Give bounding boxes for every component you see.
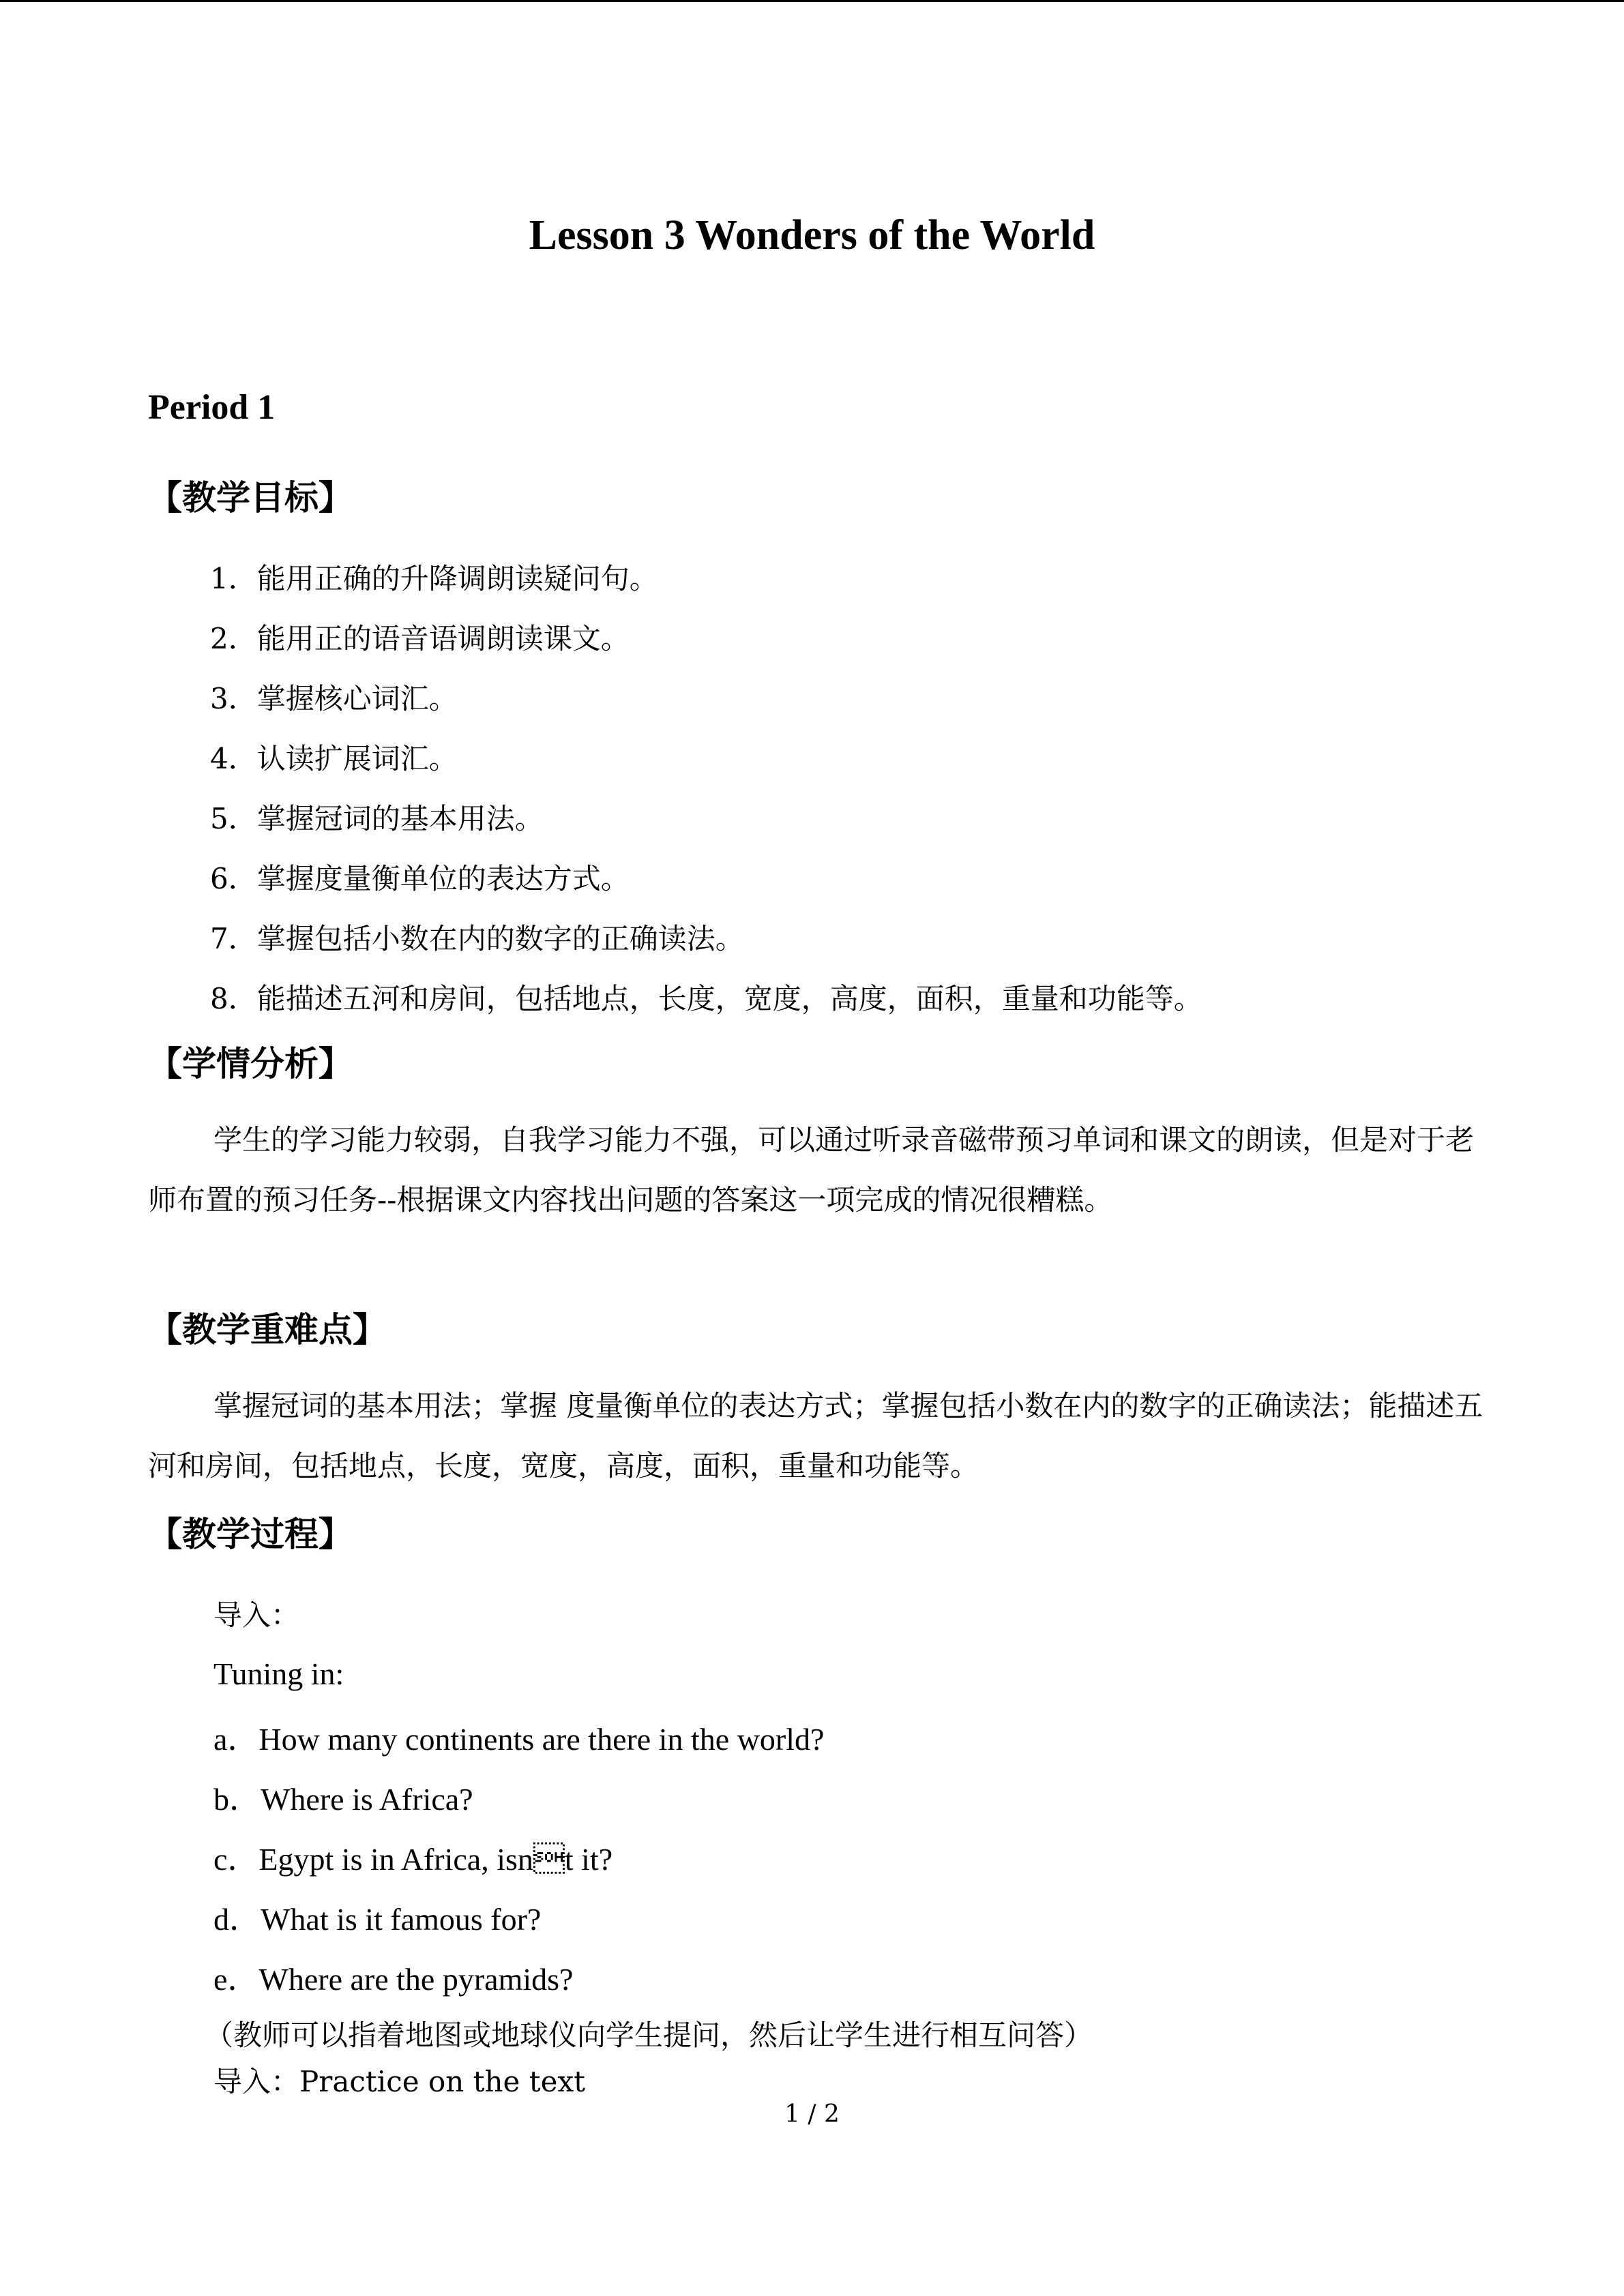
- analysis-paragraph: 学生的学习能力较弱，自我学习能力不强，可以通过听录音磁带预习单词和课文的朗读，但是对于老师布置的预习任务--根据课文内容找出问题的答案这一项完成的情况很糟糕。: [148, 1123, 1475, 1217]
- analysis-heading: 【学情分析】: [148, 1044, 353, 1084]
- teacher-note: （教师可以指着地图或地球仪向学生提问，然后让学生进行相互问答）: [205, 2018, 1093, 2052]
- top-border-line: [0, 0, 1624, 2]
- question-item: e．Where are the pyramids?: [213, 1962, 574, 1997]
- page-number: 1 / 2: [784, 2100, 840, 2128]
- question-item: c．Egypt is in Africa, isnt it?: [213, 1842, 613, 1877]
- process-heading: 【教学过程】: [148, 1515, 353, 1554]
- period-label: Period 1: [148, 388, 276, 427]
- lesson-title: Lesson 3 Wonders of the World: [529, 212, 1095, 258]
- objective-item: 3．掌握核心词汇。: [210, 682, 458, 715]
- objectives-heading: 【教学目标】: [148, 478, 353, 518]
- key-points-paragraph: 掌握冠词的基本用法；掌握 度量衡单位的表达方式；掌握包括小数在内的数字的正确读法；能描述五河和房间，包括地点，长度，宽度，高度，面积，重量和功能等。: [148, 1389, 1483, 1482]
- objective-item: 6．掌握度量衡单位的表达方式。: [210, 862, 630, 895]
- objective-item: 7．掌握包括小数在内的数字的正确读法。: [210, 922, 744, 955]
- key-points-heading: 【教学重难点】: [148, 1310, 387, 1350]
- objective-item: 8．能描述五河和房间，包括地点，长度，宽度，高度，面积，重量和功能等。: [210, 982, 1202, 1015]
- question-item: d．What is it famous for?: [213, 1902, 542, 1937]
- objective-item: 5．掌握冠词的基本用法。: [210, 802, 544, 835]
- tuning-in-label: Tuning in:: [213, 1656, 344, 1691]
- question-item: a．How many continents are there in the world?: [213, 1722, 825, 1757]
- intro-label: 导入：: [213, 1598, 300, 1632]
- objective-item: 2．能用正的语音语调朗读课文。: [210, 622, 630, 655]
- objective-item: 4．认读扩展词汇。: [210, 742, 458, 775]
- question-item: b．Where is Africa?: [213, 1782, 473, 1817]
- objective-item: 1．能用正确的升降调朗读疑问句。: [210, 562, 658, 595]
- practice-label: 导入：Practice on the text: [213, 2065, 586, 2098]
